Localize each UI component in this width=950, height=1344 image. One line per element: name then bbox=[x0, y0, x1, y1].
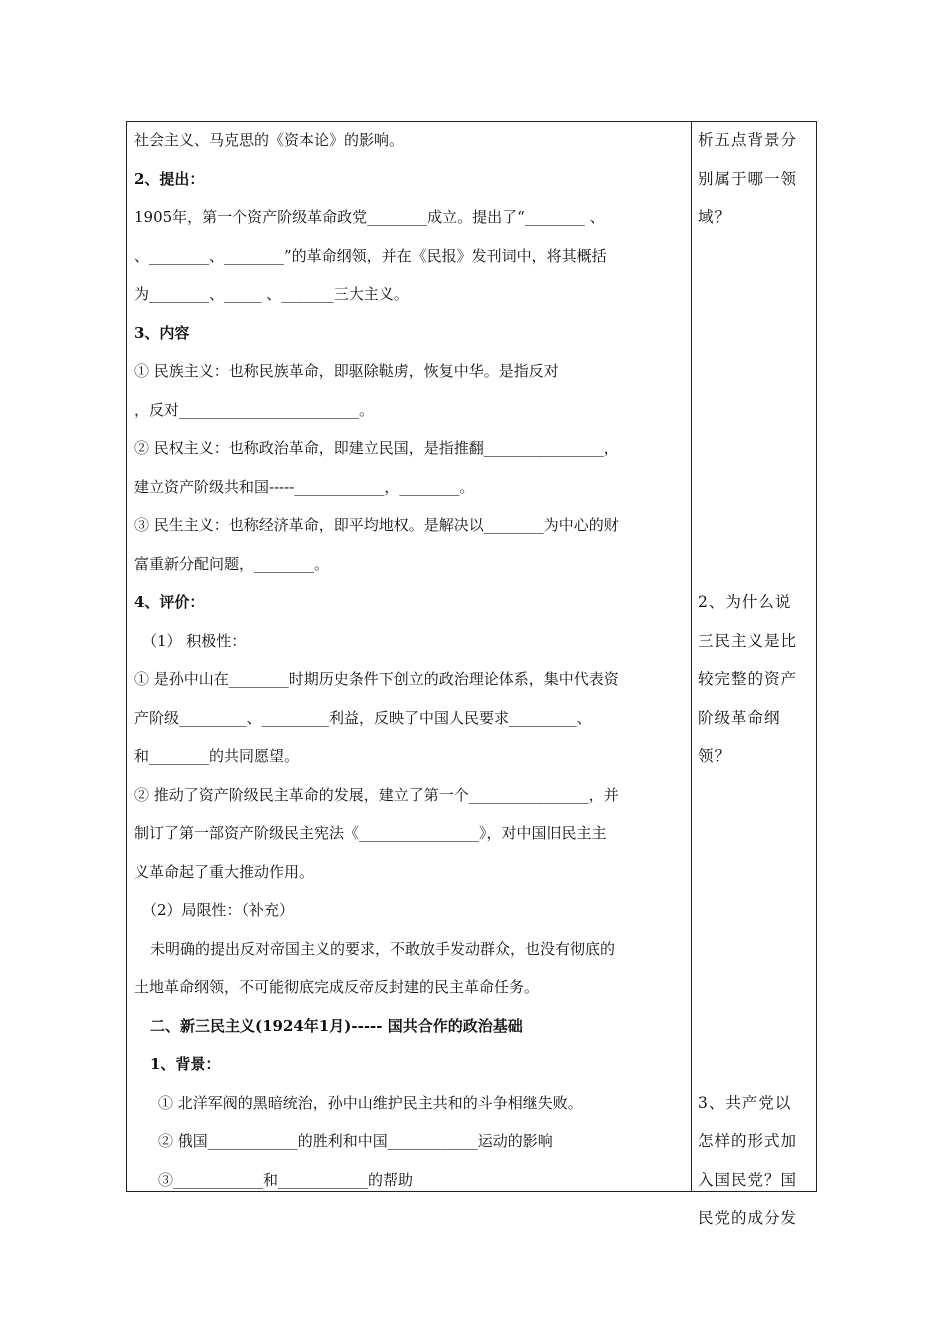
text-line: （2）局限性：（补充） bbox=[142, 901, 295, 919]
main-content-column bbox=[134, 121, 684, 1199]
text-line: （1） 积极性： bbox=[142, 631, 247, 650]
side-question-line: 入国民党？国 bbox=[698, 1170, 798, 1189]
side-question-line: 3、共产党以 bbox=[698, 1093, 792, 1112]
text-line: 4、评价： bbox=[134, 593, 205, 611]
side-question-line: 民党的成分发 bbox=[698, 1209, 798, 1227]
text-line: 二、新三民主义(1924年1月)----- 国共合作的政治基础 bbox=[150, 1016, 523, 1035]
side-question-line: 2、为什么说 bbox=[698, 593, 792, 611]
text-line: ③____________和____________的帮助 bbox=[158, 1170, 414, 1189]
side-question-line: 领？ bbox=[698, 747, 732, 765]
side-question-2 bbox=[698, 583, 810, 776]
side-question-line: 怎样的形式加 bbox=[698, 1132, 798, 1150]
text-line: ① 是孙中山在________时期历史条件下创立的政治理论体系，集中代表资 bbox=[134, 670, 619, 688]
text-line: 义革命起了重大推动作用。 bbox=[134, 862, 315, 881]
side-question-line: 三民主义是比 bbox=[698, 631, 798, 650]
text-line: ① 北洋军阀的黑暗统治，孙中山维护民主共和的斗争相继失败。 bbox=[158, 1093, 583, 1112]
side-question-line: 阶级革命纲 bbox=[698, 708, 781, 727]
side-question-line: 别属于哪一领 bbox=[698, 169, 798, 188]
text-line: 产阶级_________、_________利益，反映了中国人民要求_________、 bbox=[134, 708, 592, 727]
text-line: ② 推动了资产阶级民主革命的发展，建立了第一个________________，并 bbox=[134, 785, 619, 804]
text-line: ，反对________________________。 bbox=[134, 400, 375, 419]
text-line: ② 俄国____________的胜利和中国____________运动的影响 bbox=[158, 1132, 553, 1150]
text-line: 土地革命纲领，不可能彻底完成反帝反封建的民主革命任务。 bbox=[134, 978, 540, 996]
text-line: 和________的共同愿望。 bbox=[134, 747, 300, 765]
text-line: 制订了第一部资产阶级民主宪法《________________》，对中国旧民主主 bbox=[134, 824, 607, 842]
text-line: 为________、_____ 、_______三大主义。 bbox=[134, 285, 409, 303]
text-line: 社会主义、马克思的《资本论》的影响。 bbox=[134, 131, 405, 149]
text-line: 1、背景： bbox=[150, 1055, 221, 1073]
text-line: 、________、________”的革命纲领，并在《民报》发刊词中，将其概括 bbox=[134, 246, 607, 265]
side-question-line: 域？ bbox=[698, 208, 732, 226]
text-line: ② 民权主义：也称政治革命，即建立民国，是指推翻________________， bbox=[134, 439, 619, 457]
side-question-1 bbox=[698, 121, 810, 237]
text-line: 1905年，第一个资产阶级革命政党________成立。提出了“________ 、 bbox=[134, 208, 605, 226]
side-question-line: 析五点背景分 bbox=[698, 131, 798, 149]
text-line: ① 民族主义：也称民族革命，即驱除鞑虏，恢复中华。是指反对 bbox=[134, 362, 559, 380]
text-line: 3、内容 bbox=[134, 323, 190, 342]
text-line: 富重新分配问题，________。 bbox=[134, 554, 330, 573]
text-line: 2、提出： bbox=[134, 169, 205, 188]
side-question-line: 较完整的资产 bbox=[698, 670, 798, 688]
side-question-column bbox=[698, 121, 810, 1238]
text-line: 未明确的提出反对帝国主义的要求，不敢放手发动群众，也没有彻底的 bbox=[150, 939, 616, 958]
side-question-3 bbox=[698, 1084, 810, 1238]
text-line: 建立资产阶级共和国-----____________，________。 bbox=[134, 477, 475, 496]
column-divider bbox=[691, 121, 692, 1192]
text-line: ③ 民生主义：也称经济革命，即平均地权。是解决以________为中心的财 bbox=[134, 516, 619, 534]
